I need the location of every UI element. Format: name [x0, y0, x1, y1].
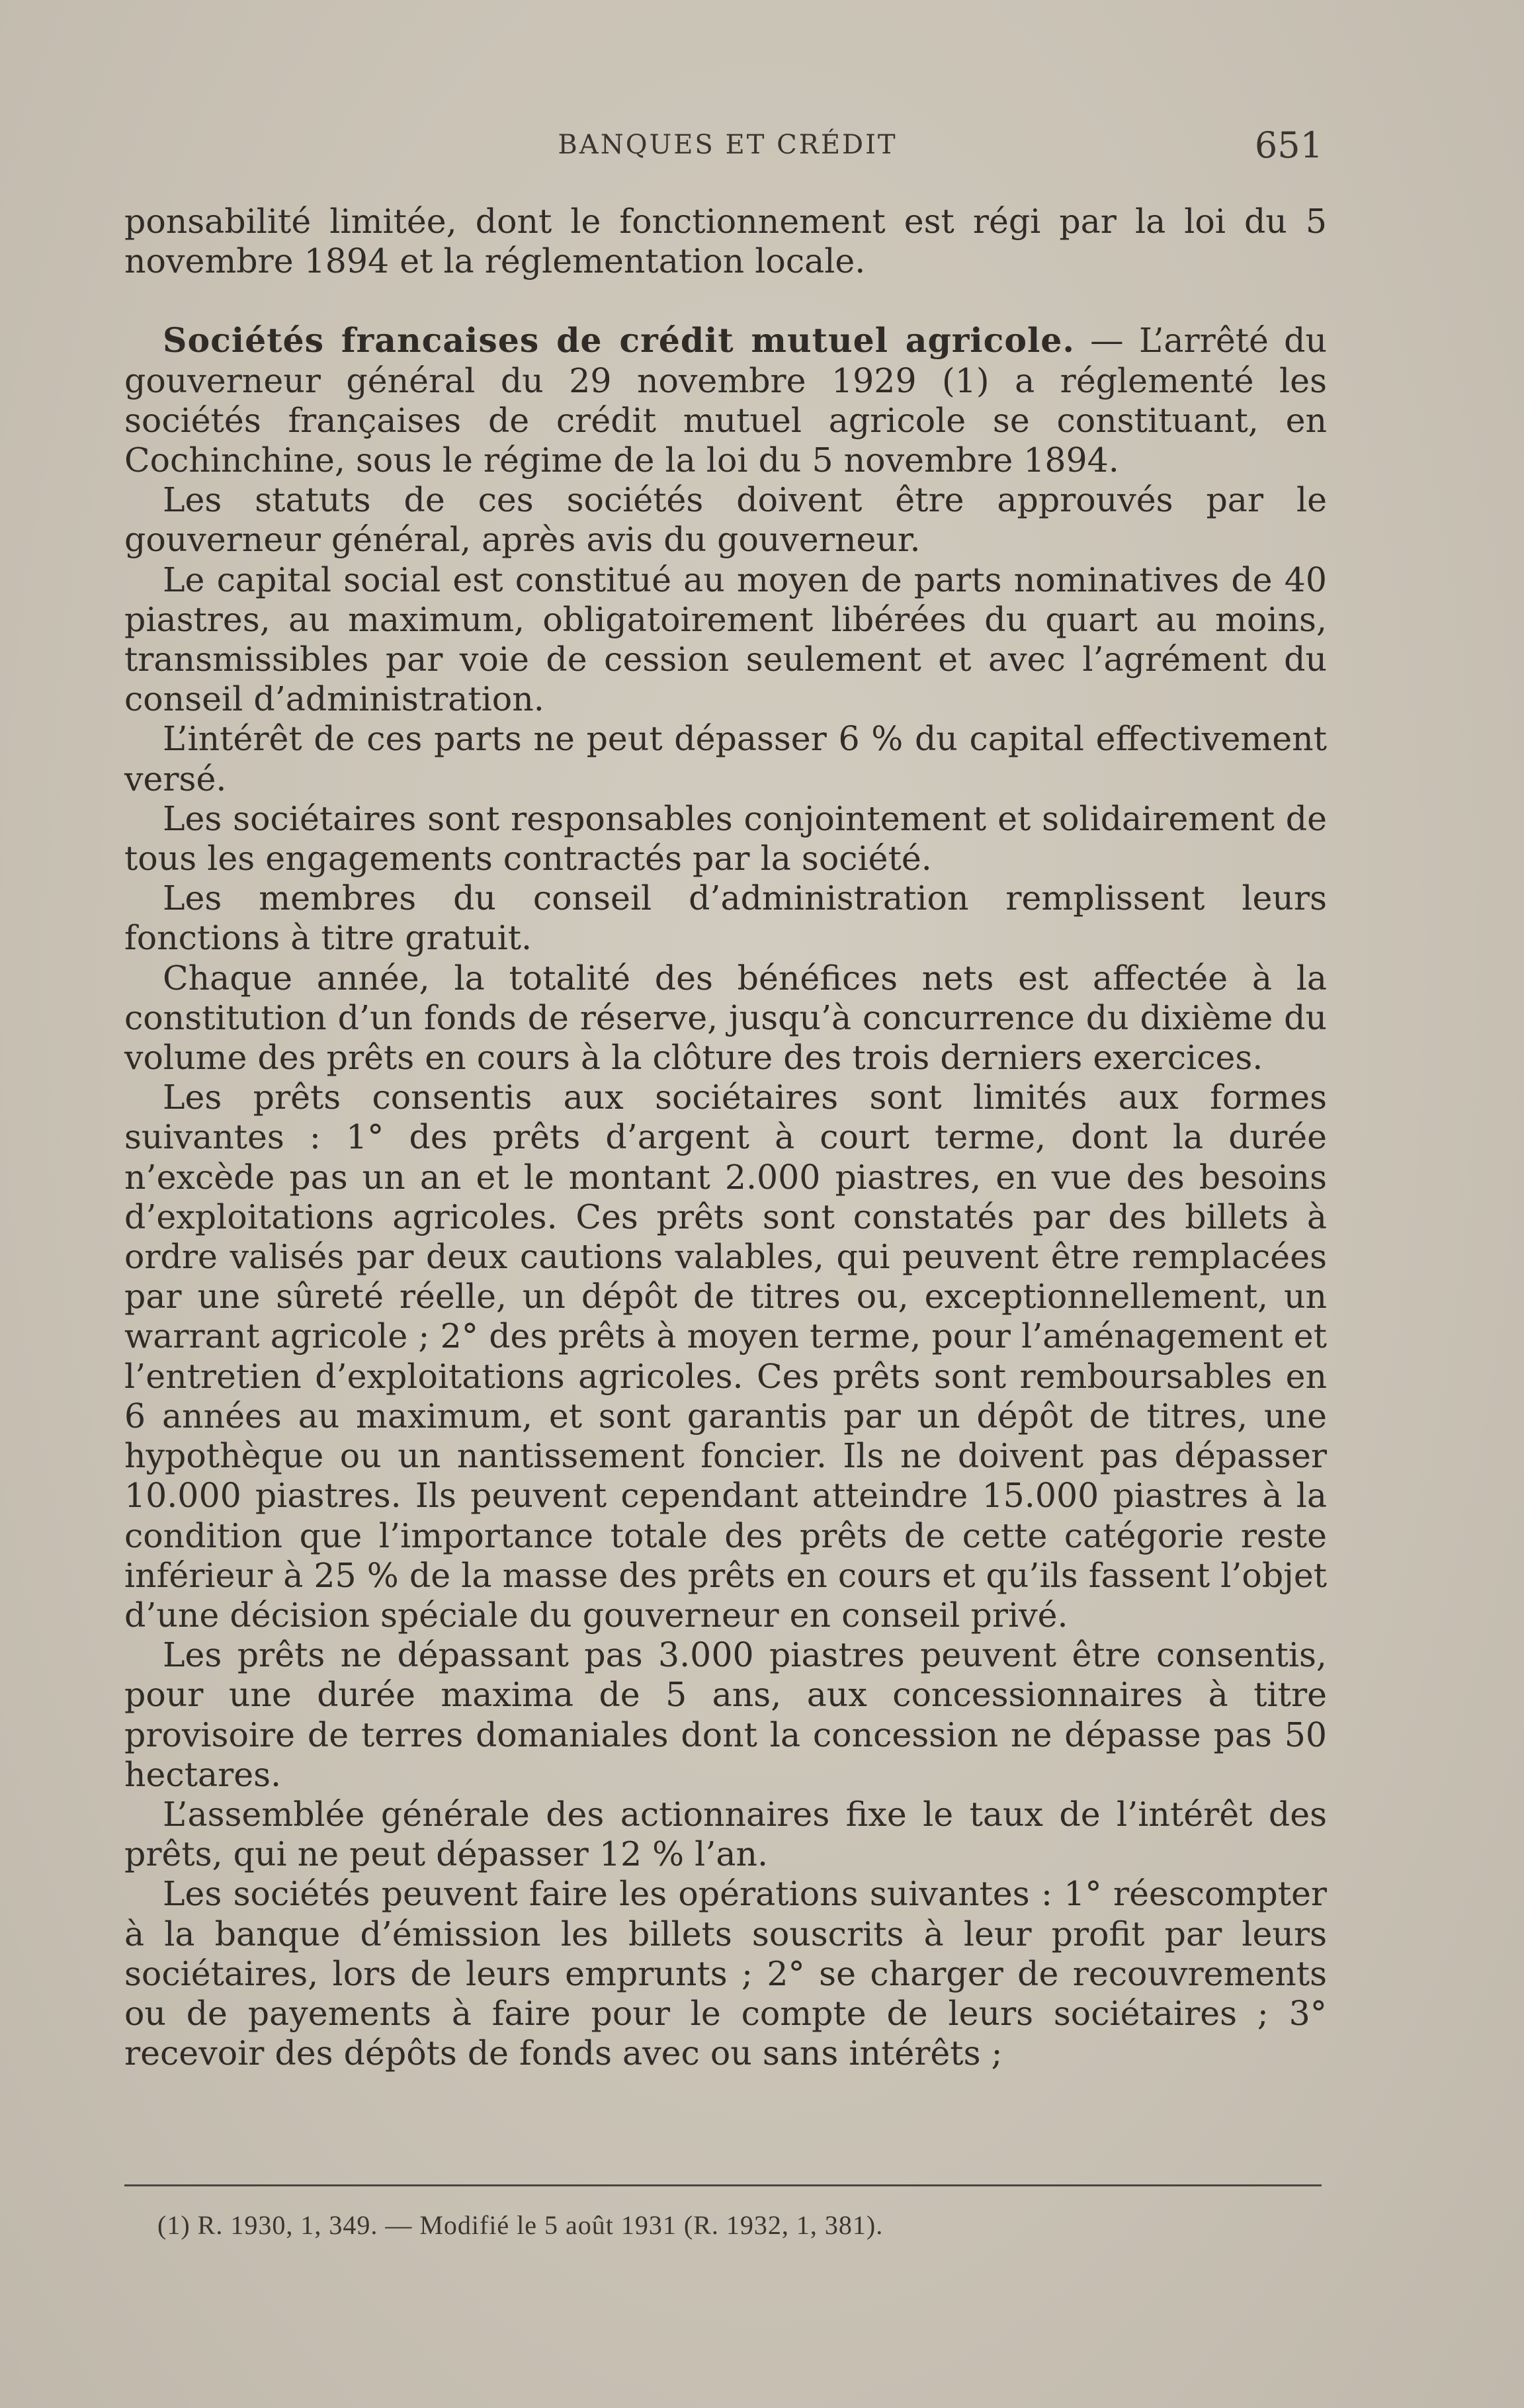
- section-title: Sociétés francaises de crédit mutuel agricole.: [163, 321, 1075, 361]
- section-intro-paragraph: [124, 321, 1327, 480]
- paragraph-prets: Les prêts consentis aux sociétaires sont limités aux formes suivantes : 1° des prêts d’argent à court terme, dont la durée n’excède pas un an et le montant 2.000 piastres, en vue des besoins d’exploitations agricoles. Ces prêts sont constatés par des billets à ordre valisés par deux cautions valables, qui peuvent être remplacées par une sûreté réelle, un dépôt de titres ou, exceptionnellement, un warrant agricole ; 2° des prêts à moyen terme, pour l’aménagement et l’entretien d’exploitations agricoles. Ces prêts sont remboursables en 6 années au maximum, et sont garantis par un dépôt de titres, une hypothèque ou un nantissement foncier. Ils ne doivent pas dépasser 10.000 piastres. Ils peuvent cependant atteindre 15.000 piastres à la condition que l’importance totale des prêts de cette catégorie reste inférieur à 25 % de la masse des prêts en cours et qu’ils fassent l’objet d’une décision spéciale du gouverneur en conseil privé.: [124, 1078, 1327, 1635]
- page-header: [126, 124, 1330, 169]
- paragraph-assemblee: L’assemblée générale des actionnaires fixe le taux de l’intérêt des prêts, qui ne peut dépasser 12 % l’an.: [124, 1794, 1327, 1874]
- paragraph-responsabilite: Les sociétaires sont responsables conjointement et solidairement de tous les engagements contractés par la société.: [124, 798, 1327, 879]
- page-number: 651: [1254, 124, 1323, 166]
- section-intro: L’arrêté du gouverneur général du 29 novembre 1929 (1) a réglementé les sociétés françaises de crédit mutuel agricole se constituant, en Cochinchine, sous le régime de la loi du 5 novembre 1894.: [124, 321, 1328, 480]
- body-text: [124, 202, 1327, 2073]
- paragraph-interet-parts: L’intérêt de ces parts ne peut dépasser 6 % du capital effectivement versé.: [124, 719, 1327, 798]
- paragraph-prets-concessionnaires: Les prêts ne dépassant pas 3.000 piastres peuvent être consentis, pour une durée maxima de 5 ans, aux concessionnaires à titre provisoire de terres domaniales dont la concession ne dépasse pas 50 hectares.: [124, 1635, 1327, 1794]
- running-title: BANQUES ET CRÉDIT: [558, 130, 898, 160]
- paragraph-capital: Le capital social est constitué au moyen de parts nominatives de 40 piastres, au maximum, obligatoirement libérées du quart au moins, transmissibles par voie de cession seulement et avec l’agrément du conseil d’administration.: [124, 560, 1327, 719]
- paragraph-continued: ponsabilité limitée, dont le fonctionnement est régi par la loi du 5 novembre 1894 et la réglementation locale.: [124, 202, 1327, 281]
- paragraph-conseil: Les membres du conseil d’administration remplissent leurs fonctions à titre gratuit.: [124, 879, 1327, 958]
- section-dash: —: [1074, 321, 1139, 361]
- footnote-rule: [124, 2184, 1322, 2186]
- paragraph-statuts: Les statuts de ces sociétés doivent être approuvés par le gouverneur général, après avis du gouverneur.: [124, 480, 1327, 560]
- paragraph-operations: Les sociétés peuvent faire les opérations suivantes : 1° réescompter à la banque d’émission les billets souscrits à leur profit par leurs sociétaires, lors de leurs emprunts ; 2° se charger de recouvrements ou de payements à faire pour le compte de leurs sociétaires ; 3° recevoir des dépôts de fonds avec ou sans intérêts ;: [124, 1874, 1327, 2073]
- footnote: (1) R. 1930, 1, 349. — Modifié le 5 août 1931 (R. 1932, 1, 381).: [157, 2210, 884, 2240]
- paragraph-reserve: Chaque année, la totalité des bénéfices nets est affectée à la constitution d’un fonds de réserve, jusqu’à concurrence du dixième du volume des prêts en cours à la clôture des trois derniers exercices.: [124, 958, 1327, 1078]
